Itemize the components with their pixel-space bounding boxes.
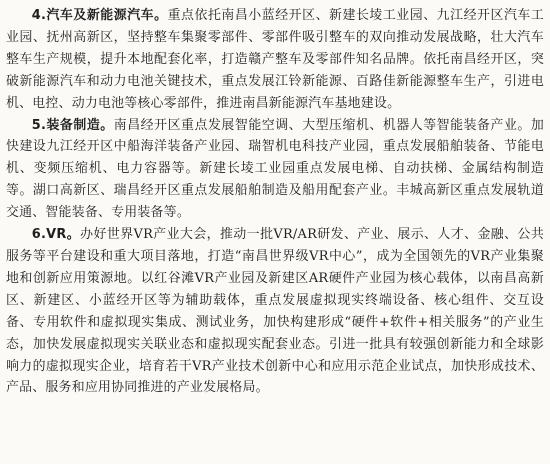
paragraph-body: 办好世界VR产业大会，推动一批VR/AR研发、产业、展示、人才、金融、公共服务等平台建设和重大项目落地，打造“南昌世界级VR中心”，成为全国领先的VR产业集聚地和创新应用策源地。以红谷滩VR产业园及新建区AR硬件产业园为核心载体，以南昌高新区、新建区、小蓝经开区等为辅助载体，重点发展虚拟现实终端设备、核心组件、交互设备、专用软件和虚拟现实集成、测试业务，加快构建形成“硬件+软件+相关服务”的产业生态，加快发展虚拟现实关联业态和虚拟现实配套业态。引进一批具有较强创新能力和全球影响力的虚拟现实企业，培育若干VR产业技术创新中心和应用示范企业试点，加快形成技术、产品、服务和应用协同推进的产业发展格局。 bbox=[6, 227, 544, 396]
paragraph-vr bbox=[6, 224, 544, 399]
paragraph-heading: 5.装备制造。 bbox=[31, 117, 114, 133]
paragraph-automotive bbox=[6, 5, 544, 115]
paragraph-equipment-manufacturing bbox=[6, 115, 544, 225]
paragraph-body: 重点依托南昌小蓝经开区、新建长堎工业园、九江经开区汽车工业园、抚州高新区，坚持整车集聚零部件、零部件吸引整车的双向推动发展战略，壮大汽车整车生产规模，提升本地配套化率，打造赣产整车及零部件知名品牌。依托南昌经开区，突破新能源汽车和动力电池关键技术，重点发展江铃新能源、百路佳新能源整车生产，引进电机、电控、动力电池等核心零部件，推进南昌新能源汽车基地建设。 bbox=[6, 8, 544, 111]
paragraph-body: 南昌经开区重点发展智能空调、大型压缩机、机器人等智能装备产业。加快建设九江经开区中船海洋装备产业园、瑞智机电科技产业园，重点发展船舶装备、节能电机、变频压缩机、电力容器等。新建长堎工业园重点发展电梯、自动扶梯、金属结构制造等。湖口高新区、瑞昌经开区重点发展船舶制造及船用配套产业。丰城高新区重点发展轨道交通、智能装备、专用装备等。 bbox=[6, 117, 545, 221]
paragraph-heading: 6.VR。 bbox=[31, 227, 81, 243]
paragraph-heading: 4.汽车及新能源汽车。 bbox=[31, 8, 168, 23]
